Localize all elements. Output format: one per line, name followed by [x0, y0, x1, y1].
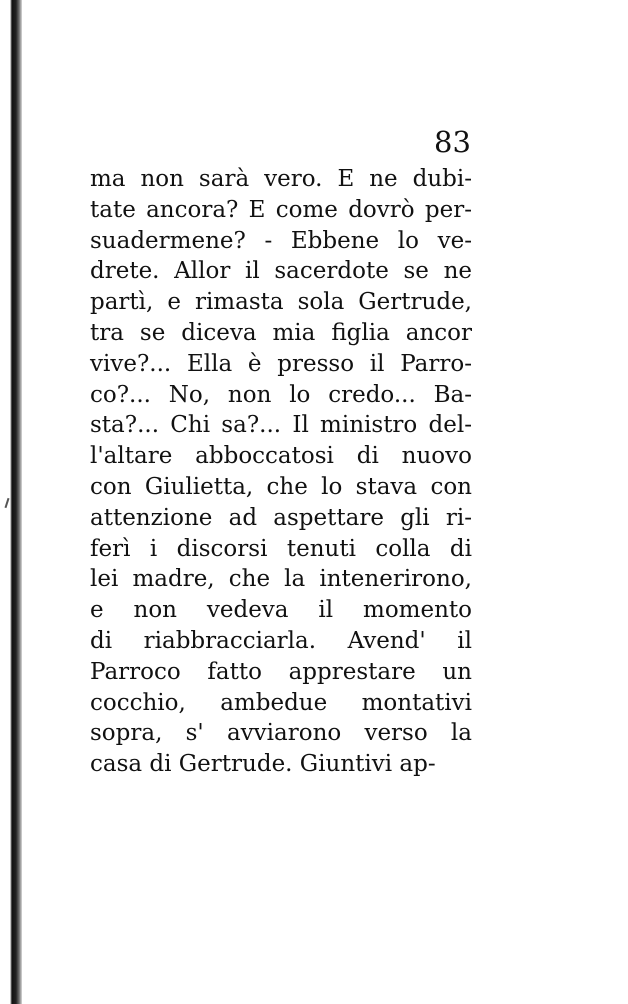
- text-line: ferì i discorsi tenuti colla di: [90, 535, 472, 562]
- text-line: ma non sarà vero. E ne dubi-: [90, 166, 472, 192]
- text-line: partì, e rimasta sola Gertrude,: [90, 289, 472, 316]
- text-line: vive?... Ella è presso il Parro-: [90, 350, 472, 377]
- text-line: lei madre, che la intenerirono,: [90, 566, 472, 593]
- text-line: di riabbracciarla. Avend' il: [90, 627, 472, 654]
- text-line: casa di Gertrude. Giuntivi ap-: [90, 751, 436, 778]
- text-line: sta?... Chi sa?... Il ministro del-: [90, 412, 472, 439]
- text-line: e non vedeva il momento: [90, 597, 472, 624]
- text-line: suadermene? - Ebbene lo ve-: [90, 227, 472, 254]
- book-spine-shadow: [0, 0, 22, 1004]
- text-line: con Giulietta, che lo stava con: [90, 473, 472, 500]
- text-line: l'altare abboccatosi di nuovo: [90, 443, 472, 470]
- text-line: co?... No, non lo credo... Ba-: [90, 381, 472, 408]
- text-line: cocchio, ambedue montativi: [90, 689, 472, 716]
- body-text: [90, 164, 472, 780]
- text-line: Parroco fatto apprestare un: [90, 658, 472, 685]
- text-line: drete. Allor il sacerdote se ne: [90, 258, 472, 285]
- text-line: attenzione ad aspettare gli ri-: [90, 504, 472, 531]
- text-line: sopra, s' avviarono verso la: [90, 720, 472, 747]
- text-line: tra se diceva mia figlia ancor: [90, 319, 472, 346]
- page-number: 83: [434, 125, 471, 159]
- text-line: tate ancora? E come dovrò per-: [90, 196, 472, 223]
